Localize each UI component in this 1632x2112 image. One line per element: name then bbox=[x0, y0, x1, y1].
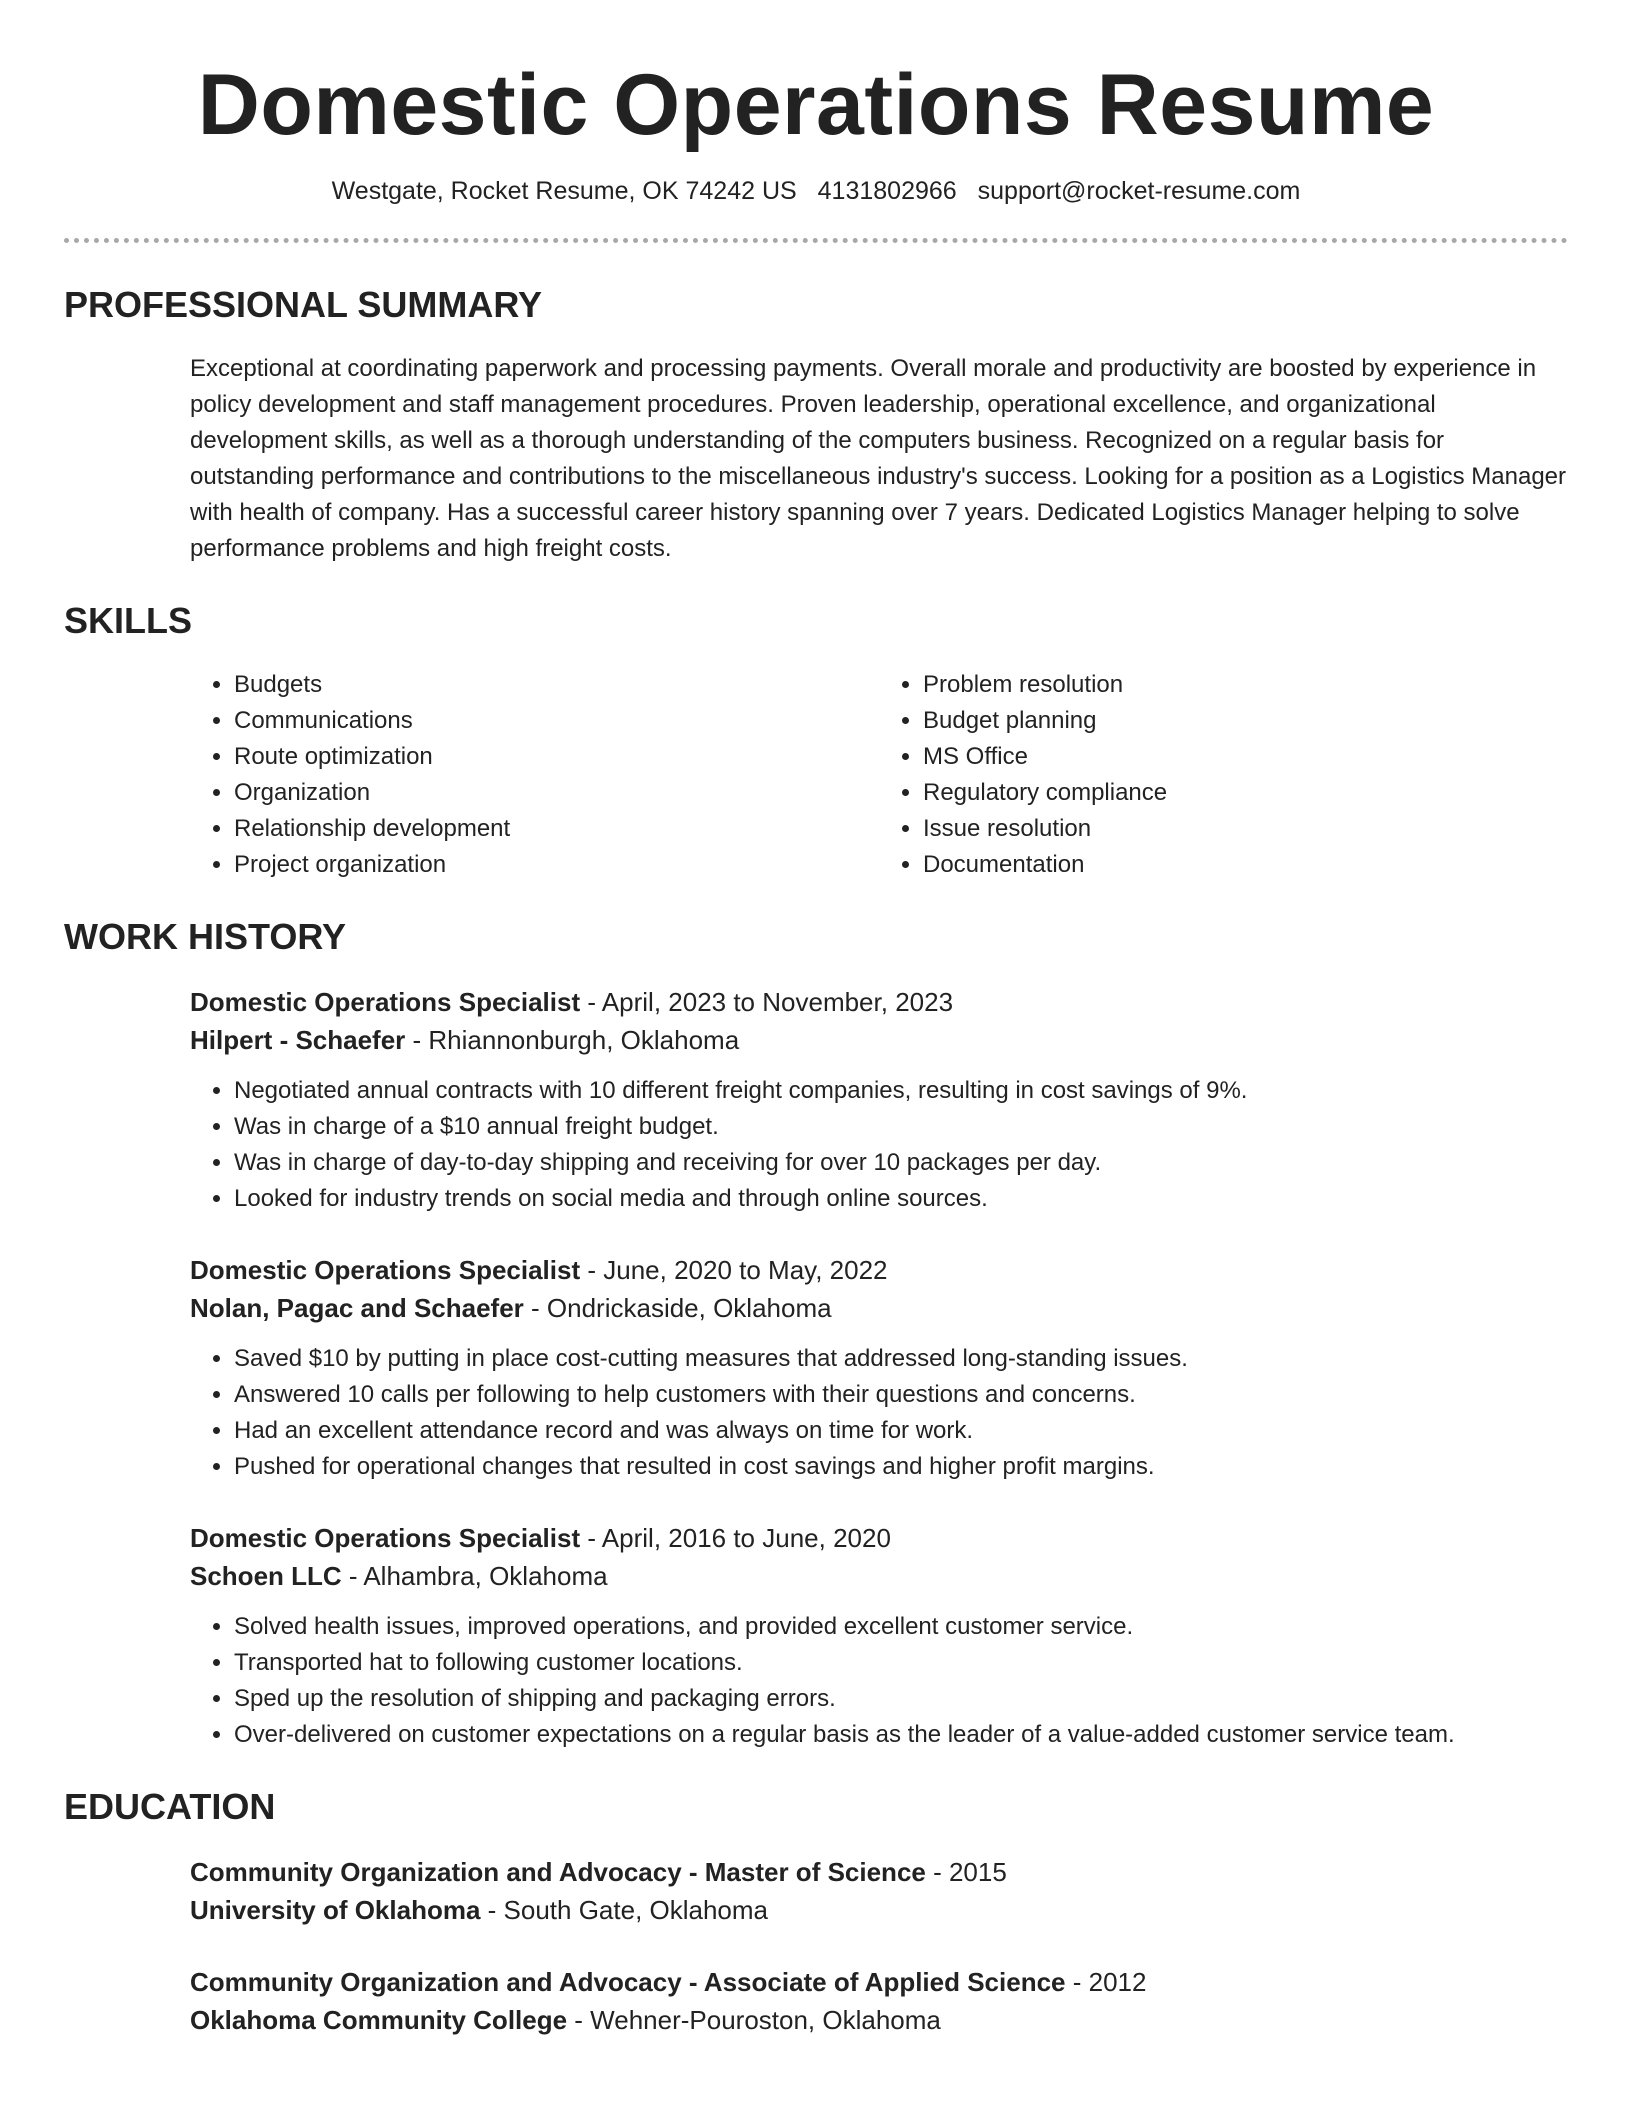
work-history-section bbox=[64, 915, 1568, 1753]
job-bullet: • Pushed for operational changes that resulted in cost savings and higher profit margins. bbox=[234, 1449, 1568, 1485]
education-year: - 2015 bbox=[925, 1857, 1007, 1887]
skill-item: • Relationship development bbox=[234, 811, 879, 847]
job-bullet: • Looked for industry trends on social media and through online sources. bbox=[234, 1181, 1568, 1217]
section-heading: SKILLS bbox=[64, 600, 193, 641]
education-location: - Wehner-Pouroston, Oklahoma bbox=[567, 2005, 941, 2035]
skill-item: • MS Office bbox=[923, 739, 1568, 775]
job-bullet: • Answered 10 calls per following to help customers with their questions and concerns. bbox=[234, 1377, 1568, 1413]
education-entry bbox=[190, 1853, 1568, 1929]
section-heading: PROFESSIONAL SUMMARY bbox=[64, 284, 543, 325]
section-heading: WORK HISTORY bbox=[64, 916, 347, 957]
job-title-line bbox=[190, 1519, 1568, 1557]
section-heading: EDUCATION bbox=[64, 1786, 276, 1827]
education-school-line bbox=[190, 1891, 1568, 1929]
job-bullet: • Was in charge of day-to-day shipping and receiving for over 10 packages per day. bbox=[234, 1145, 1568, 1181]
skill-item: • Budget planning bbox=[923, 703, 1568, 739]
job-bullet: • Negotiated annual contracts with 10 different freight companies, resulting in cost savings of 9%. bbox=[234, 1073, 1568, 1109]
skill-item: • Regulatory compliance bbox=[923, 775, 1568, 811]
skill-item: • Issue resolution bbox=[923, 811, 1568, 847]
resume-header bbox=[64, 0, 1568, 243]
contact-line bbox=[64, 174, 1568, 208]
skill-item: • Budgets bbox=[234, 667, 879, 703]
job-bullet: • Saved $10 by putting in place cost-cutting measures that addressed long-standing issues. bbox=[234, 1341, 1568, 1377]
skill-item: • Problem resolution bbox=[923, 667, 1568, 703]
skill-item: • Project organization bbox=[234, 847, 879, 883]
job-company-line bbox=[190, 1289, 1568, 1327]
contact-address: Westgate, Rocket Resume, OK 74242 US bbox=[331, 177, 797, 205]
job-bullets bbox=[190, 1609, 1568, 1753]
education-degree-line bbox=[190, 1963, 1568, 2001]
job-company-line bbox=[190, 1021, 1568, 1059]
skills-list bbox=[190, 667, 1568, 883]
job-dates: - April, 2016 to June, 2020 bbox=[580, 1523, 891, 1553]
skills-column-left bbox=[190, 667, 879, 883]
education-body bbox=[190, 1853, 1568, 2039]
job-bullet: • Solved health issues, improved operations, and provided excellent customer service. bbox=[234, 1609, 1568, 1645]
education-degree-line bbox=[190, 1853, 1568, 1891]
job-title: Domestic Operations Specialist bbox=[190, 1523, 581, 1553]
education-degree: Community Organization and Advocacy - Master of Science bbox=[190, 1857, 926, 1887]
job-entry bbox=[190, 1519, 1568, 1753]
skills-section bbox=[64, 599, 1568, 883]
header-divider bbox=[64, 238, 1568, 243]
contact-email: support@rocket-resume.com bbox=[977, 177, 1301, 205]
job-company: Hilpert - Schaefer bbox=[190, 1025, 406, 1055]
education-school-line bbox=[190, 2001, 1568, 2039]
summary-body bbox=[190, 351, 1568, 567]
education-year: - 2012 bbox=[1065, 1967, 1147, 1997]
job-title: Domestic Operations Specialist bbox=[190, 1255, 581, 1285]
education-section bbox=[64, 1785, 1568, 2039]
education-school: University of Oklahoma bbox=[190, 1895, 481, 1925]
skill-item: • Documentation bbox=[923, 847, 1568, 883]
job-location: - Alhambra, Oklahoma bbox=[341, 1561, 608, 1591]
job-company: Nolan, Pagac and Schaefer bbox=[190, 1293, 524, 1323]
job-company-line bbox=[190, 1557, 1568, 1595]
job-title-line bbox=[190, 983, 1568, 1021]
job-bullet: • Had an excellent attendance record and was always on time for work. bbox=[234, 1413, 1568, 1449]
job-title-line bbox=[190, 1251, 1568, 1289]
job-company: Schoen LLC bbox=[190, 1561, 342, 1591]
professional-summary-section bbox=[64, 283, 1568, 567]
job-bullet: • Transported hat to following customer locations. bbox=[234, 1645, 1568, 1681]
job-bullet: • Sped up the resolution of shipping and packaging errors. bbox=[234, 1681, 1568, 1717]
job-bullet: • Was in charge of a $10 annual freight budget. bbox=[234, 1109, 1568, 1145]
job-dates: - April, 2023 to November, 2023 bbox=[580, 987, 954, 1017]
job-title: Domestic Operations Specialist bbox=[190, 987, 581, 1017]
skill-item: • Route optimization bbox=[234, 739, 879, 775]
job-location: - Rhiannonburgh, Oklahoma bbox=[405, 1025, 740, 1055]
education-school: Oklahoma Community College bbox=[190, 2005, 568, 2035]
skill-item: • Communications bbox=[234, 703, 879, 739]
contact-phone: 4131802966 bbox=[817, 177, 957, 205]
job-dates: - June, 2020 to May, 2022 bbox=[580, 1255, 888, 1285]
skill-item: • Organization bbox=[234, 775, 879, 811]
education-entry bbox=[190, 1963, 1568, 2039]
summary-text: Exceptional at coordinating paperwork and processing payments. Overall morale and productivity are boosted by experience in policy development and staff management procedures. Proven leadership, operational excellence, and organizational development skills, as well as a thorough understanding of the computers business. Recognized on a regular basis for outstanding performance and contributions to the miscellaneous industry's success. Looking for a position as a Logistics Manager with health of company. Has a successful career history spanning over 7 years. Dedicated Logistics Manager helping to solve performance problems and high freight costs. bbox=[190, 355, 1567, 562]
education-degree: Community Organization and Advocacy - Associate of Applied Science bbox=[190, 1967, 1066, 1997]
job-bullet: • Over-delivered on customer expectations on a regular basis as the leader of a value-added customer service team. bbox=[234, 1717, 1568, 1753]
job-bullets bbox=[190, 1073, 1568, 1217]
resume-title: Domestic Operations Resume bbox=[197, 57, 1435, 153]
skills-column-right bbox=[879, 667, 1568, 883]
job-location: - Ondrickaside, Oklahoma bbox=[523, 1293, 832, 1323]
job-entry bbox=[190, 1251, 1568, 1485]
education-location: - South Gate, Oklahoma bbox=[480, 1895, 769, 1925]
work-history-body bbox=[190, 983, 1568, 1753]
job-entry bbox=[190, 983, 1568, 1217]
job-bullets bbox=[190, 1341, 1568, 1485]
